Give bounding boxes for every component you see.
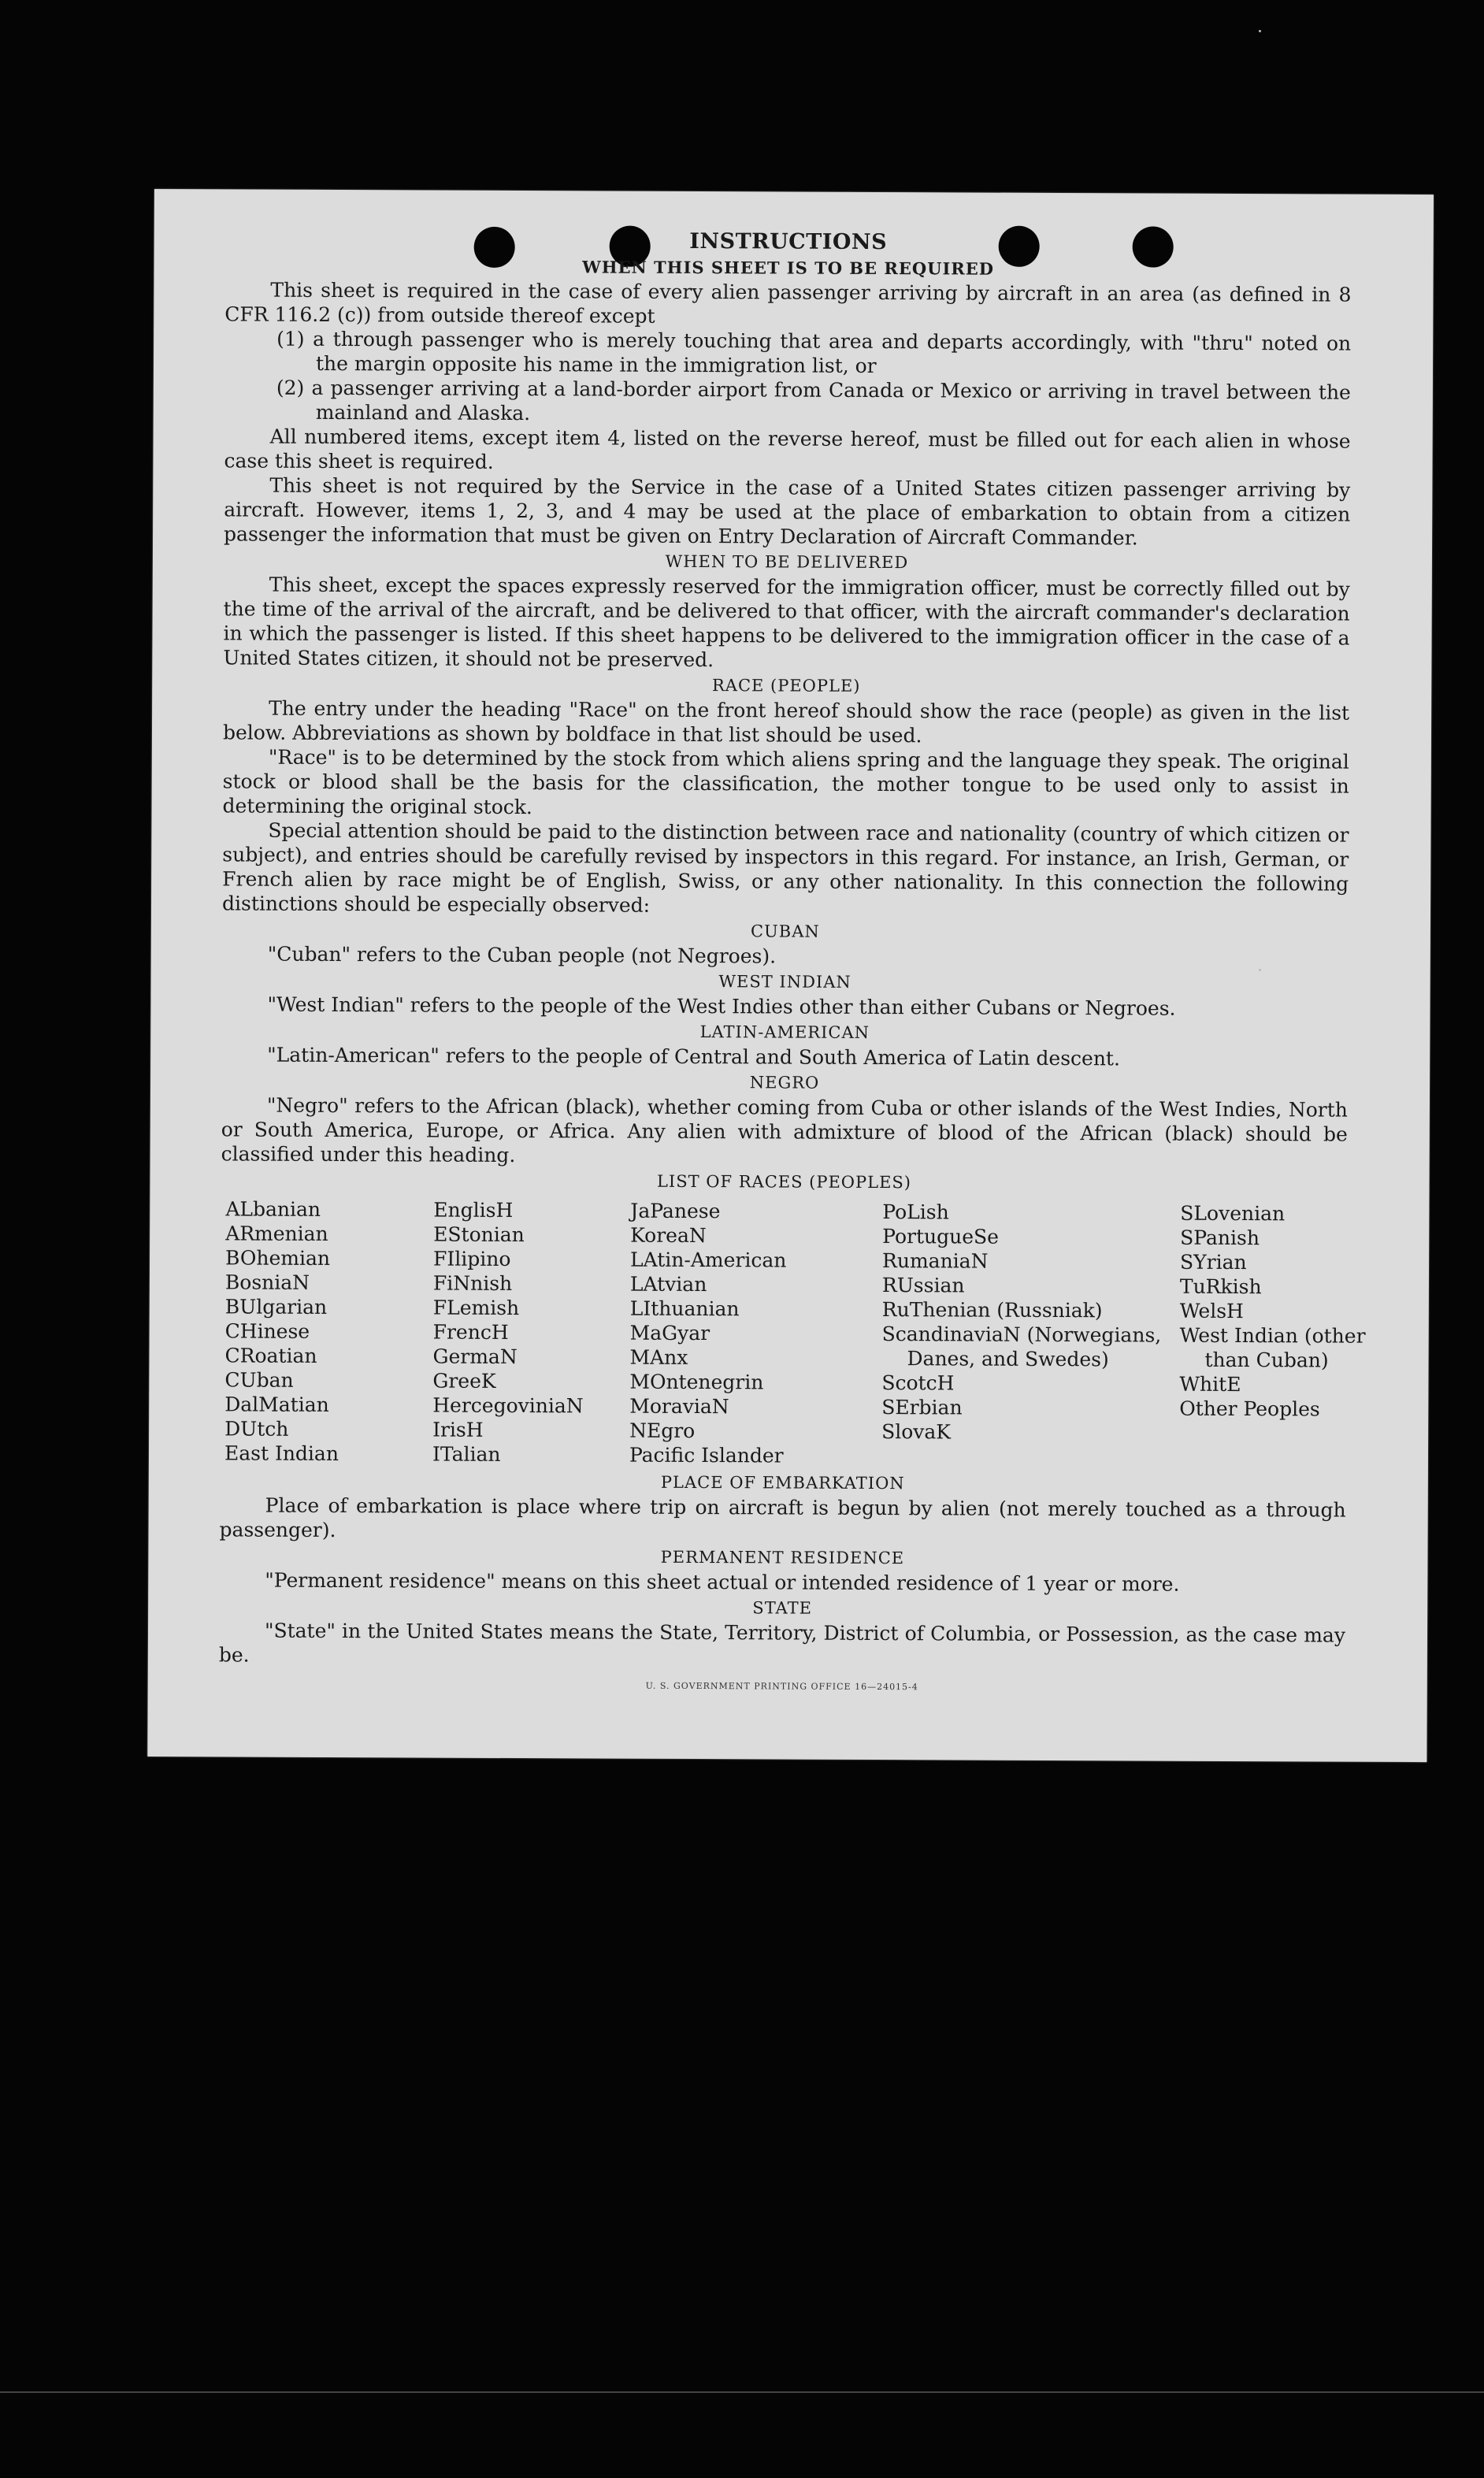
race-entry: FIlipino	[433, 1247, 511, 1271]
race-entry: MOntenegrin	[629, 1370, 764, 1394]
paragraph: Special attention should be paid to the distinction between race and nationality (country of which citizen or subject), and entries should be carefully revised by inspectors in this regard. For instance, an Irish, German, or French alien by race might be of English, Swiss, or any other nationality. In this connection the following distinctions should be especially observed:	[221, 818, 1349, 917]
race-entry: ALbanian	[225, 1197, 321, 1221]
race-entry: SYrian	[1180, 1250, 1247, 1274]
race-entry: FiNnish	[432, 1271, 513, 1295]
race-entry: JaPanese	[630, 1199, 721, 1223]
race-entry: LAtvian	[629, 1272, 707, 1296]
race-entry: FLemish	[432, 1296, 520, 1320]
paragraph: This sheet, except the spaces expressly reserved for the immigration officer, must be correctly filled out by the time of the arrival of the aircraft, and be delivered to that officer, with the aircraft commander's declaration in which the passenger is listed. If this sheet happens to be delivered to the immigration officer in the case of a United States citizen, it should not be preserved.	[223, 573, 1350, 672]
race-entry: GermaN	[432, 1345, 518, 1369]
paragraph: The entry under the heading "Race" on the front hereof should show the race (people) as given in the list below. Abbreviations as shown by boldface in that list should be used.	[222, 696, 1350, 747]
race-entry: DUtch	[224, 1417, 289, 1441]
race-entry: BUlgarian	[224, 1295, 328, 1319]
race-entry: Pacific Islander	[629, 1443, 784, 1467]
race-entry: GreeK	[432, 1369, 496, 1393]
race-entry: PortugueSe	[882, 1225, 1000, 1248]
race-entry: HercegoviniaN	[432, 1393, 584, 1418]
section-heading-embarkation: PLACE OF EMBARKATION	[660, 1472, 905, 1493]
race-entry: DalMatian	[224, 1393, 329, 1416]
section-heading-state: STATE	[752, 1598, 812, 1618]
race-entry: East Indian	[224, 1441, 339, 1466]
dust-speck	[1259, 969, 1261, 971]
exception-item-1: (1) a through passenger who is merely touching that area and departs accordingly, with "thru" noted on the margin opposite his name in the immigration list, or	[276, 327, 1352, 378]
race-entry: CRoatian	[224, 1344, 317, 1367]
paragraph: "Cuban" refers to the Cuban people (not Negroes).	[267, 942, 777, 968]
instruction-sheet	[147, 189, 1434, 1762]
race-entry: SLovenian	[1180, 1201, 1286, 1226]
race-column	[224, 1196, 422, 1466]
race-entry: EStonian	[433, 1222, 525, 1247]
race-entry: MAnx	[629, 1345, 688, 1369]
race-entry: CUban	[224, 1368, 294, 1392]
race-column	[629, 1199, 871, 1468]
race-entry: RumaniaN	[882, 1249, 989, 1273]
race-entry: KoreaN	[630, 1223, 707, 1248]
race-entry: SlovaK	[881, 1420, 952, 1444]
section-heading-race: RACE (PEOPLE)	[711, 676, 861, 696]
race-entry: MoraviaN	[629, 1394, 729, 1419]
exception-item-2: (2) a passenger arriving at a land-border airport from Canada or Mexico or arriving in travel between the mainland and Alaska.	[276, 376, 1351, 425]
race-entry: SErbian	[881, 1396, 963, 1419]
section-heading-when-delivered: WHEN TO BE DELIVERED	[665, 551, 909, 573]
race-entry: NEgro	[629, 1419, 696, 1443]
race-entry: EnglisH	[433, 1198, 514, 1222]
race-entry: Other Peoples	[1179, 1397, 1320, 1421]
section-heading-list-of-races: LIST OF RACES (PEOPLES)	[656, 1171, 912, 1193]
paragraph: All numbered items, except item 4, listed on the reverse hereof, must be filled out for each alien in whose case this sheet is required.	[224, 425, 1351, 473]
race-entry: BosniaN	[224, 1271, 310, 1294]
race-entry: West Indian (other than Cuban)	[1179, 1323, 1366, 1372]
paragraph: "West Indian" refers to the people of the West Indies other than either Cubans or Negroes.	[267, 992, 1176, 1020]
race-entry: ARmenian	[225, 1222, 328, 1245]
section-heading-west-indian: WEST INDIAN	[718, 972, 851, 992]
race-entry: SPanish	[1180, 1226, 1260, 1250]
dust-speck	[1259, 30, 1261, 32]
sheet-content	[218, 227, 1366, 1701]
race-entry: ITalian	[432, 1442, 501, 1466]
race-entry: LIthuanian	[629, 1296, 740, 1321]
race-entry: WelsH	[1179, 1299, 1244, 1323]
paragraph: This sheet is required in the case of every alien passenger arriving by aircraft in an area (as defined in 8 CFR 116.2 (c)) from outside thereof except	[224, 278, 1352, 328]
section-heading-latin-american: LATIN-AMERICAN	[699, 1022, 870, 1042]
paragraph: "Race" is to be determined by the stock from which aliens spring and the language they speak. The original stock or blood shall be the basis for the classification, the mother tongue to be used only to assist in determining the original stock.	[222, 745, 1349, 819]
race-entry: WhitE	[1179, 1372, 1241, 1397]
race-entry: IrisH	[432, 1418, 484, 1441]
section-heading-permanent-residence: PERMANENT RESIDENCE	[660, 1547, 905, 1568]
race-list	[224, 1196, 1366, 1470]
paragraph: Place of embarkation is place where trip on aircraft is begun by alien (not merely touched as a through passenger).	[219, 1493, 1346, 1542]
race-entry: BOhemian	[225, 1246, 331, 1270]
race-entry: PoLish	[882, 1200, 949, 1224]
race-entry: RuThenian (Russniak)	[881, 1298, 1103, 1322]
race-entry: LAtin-American	[630, 1248, 787, 1272]
page-title: INSTRUCTIONS	[689, 228, 888, 255]
section-heading-negro: NEGRO	[749, 1073, 820, 1092]
race-entry: CHinese	[224, 1319, 310, 1343]
race-column	[432, 1198, 619, 1467]
race-entry: ScotcH	[881, 1371, 955, 1395]
paragraph: "Latin-American" refers to the people of Central and South America of Latin descent.	[267, 1043, 1121, 1070]
race-entry: FrencH	[432, 1320, 509, 1344]
race-entry: RUssian	[881, 1274, 965, 1297]
paragraph: This sheet is not required by the Service in the case of a United States citizen passenger arriving by aircraft. However, items 1, 2, 3, and 4 may be used at the place of embarkation to obtain from a citizen passenger the information that must be given on Entry Declaration of Aircraft Commander.	[224, 473, 1351, 550]
race-column	[1179, 1201, 1382, 1471]
paragraph: "Negro" refers to the African (black), whether coming from Cuba or other islands of the West Indies, North or South America, Europe, or Africa. Any alien with admixture of blood of the African (black) should be classified under this heading.	[221, 1093, 1348, 1167]
film-scratch-line	[0, 2391, 1484, 2393]
section-heading-cuban: CUBAN	[750, 922, 820, 941]
race-column	[881, 1200, 1169, 1470]
paragraph: "Permanent residence" means on this sheet actual or intended residence of 1 year or more.	[265, 1568, 1180, 1596]
section-heading-when-required: WHEN THIS SHEET IS TO BE REQUIRED	[582, 257, 995, 279]
printer-imprint: U. S. GOVERNMENT PRINTING OFFICE 16—24015-4	[645, 1680, 918, 1693]
race-entry: ScandinaviaN (Norwegians, Danes, and Swedes)	[881, 1322, 1162, 1371]
race-entry: TuRkish	[1179, 1274, 1262, 1299]
paragraph: "State" in the United States means the State, Territory, District of Columbia, or Possession, as the case may be.	[218, 1619, 1346, 1667]
race-entry: MaGyar	[629, 1321, 710, 1345]
